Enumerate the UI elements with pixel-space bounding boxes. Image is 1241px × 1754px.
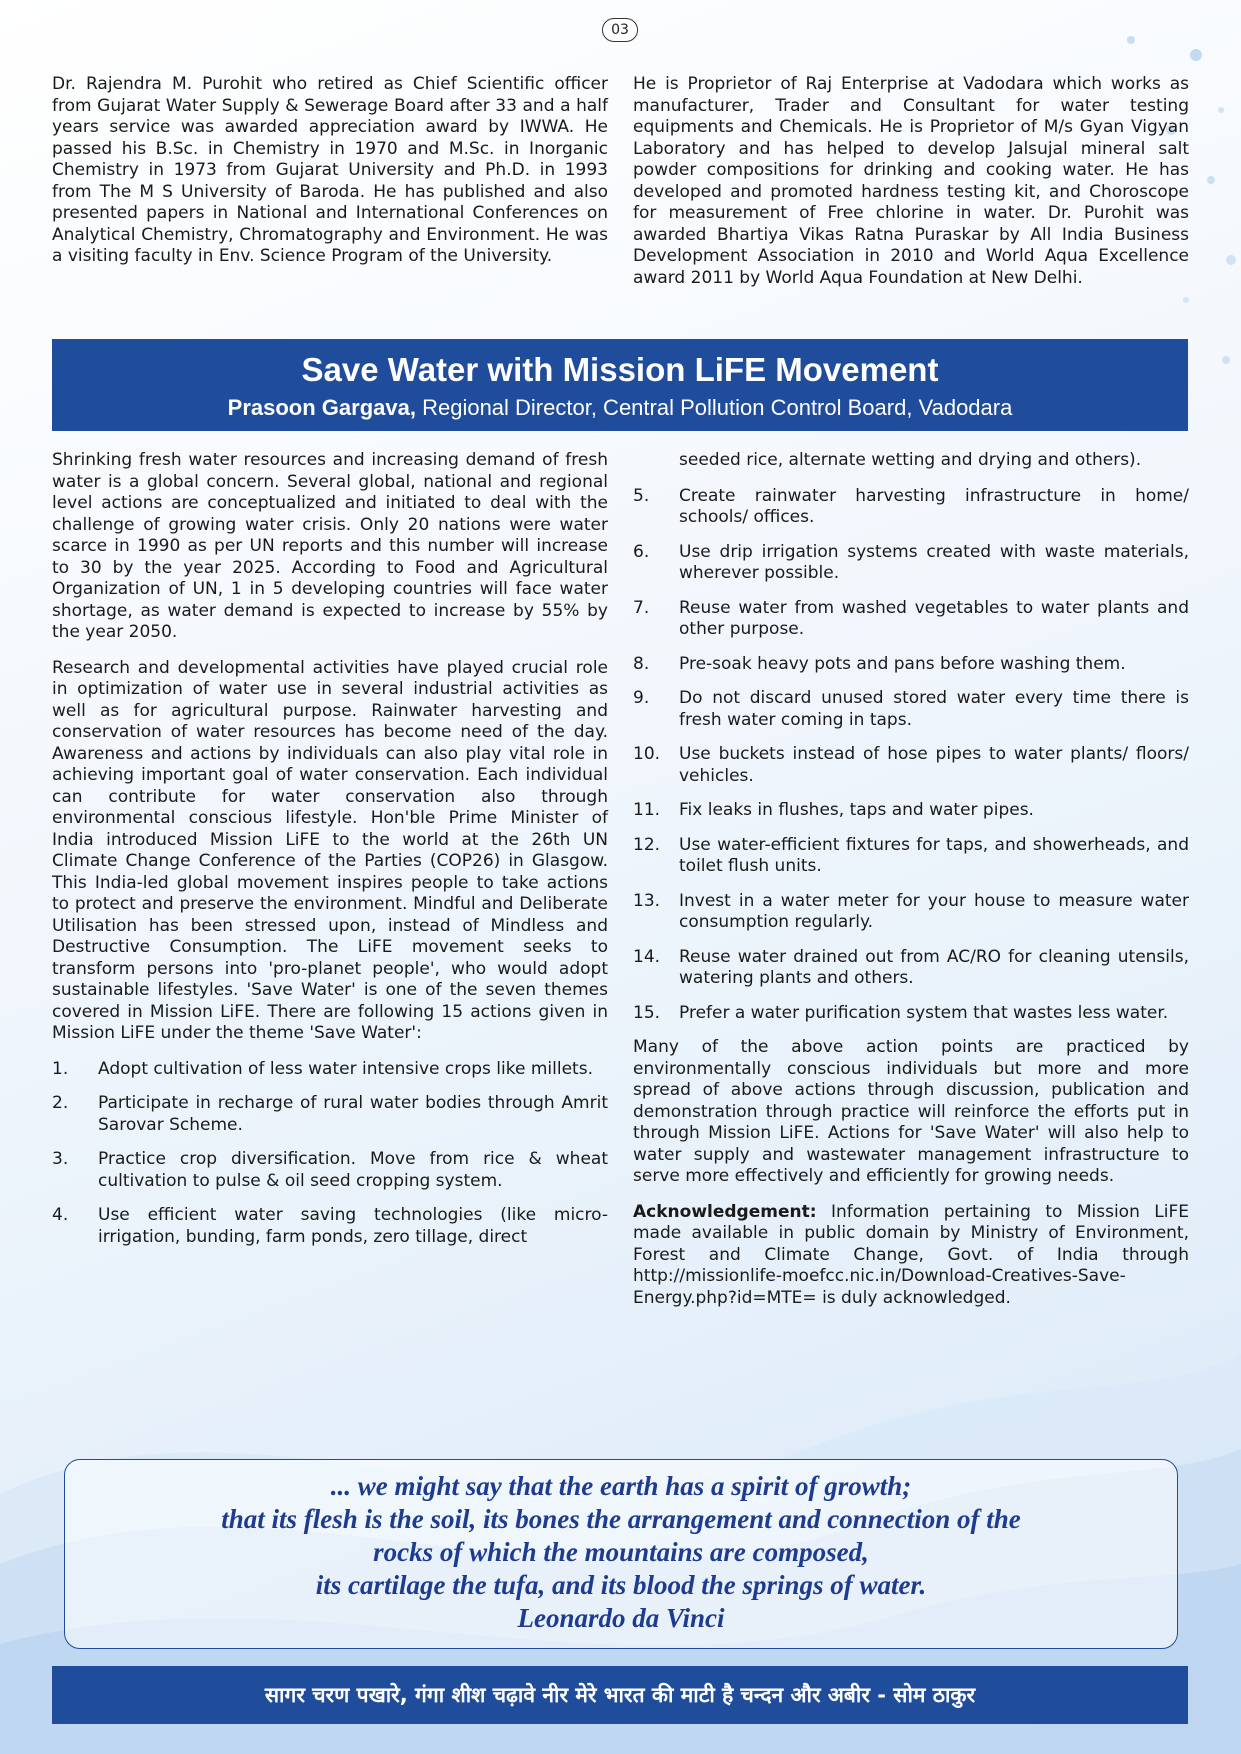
quote-lines xyxy=(65,1470,1177,1635)
list-item-number: 8. xyxy=(633,653,650,674)
list-item-number: 10. xyxy=(633,744,661,764)
list-item-number: 12. xyxy=(633,834,661,855)
list-item xyxy=(633,1003,1189,1025)
list-item xyxy=(52,1205,608,1248)
list-item-number: 9. xyxy=(633,688,650,708)
quote-line: ... we might say that the earth has a spirit of growth; xyxy=(330,1471,912,1501)
action-4-continued: seeded rice, alternate wetting and drying and others). xyxy=(679,450,1142,470)
list-item-number: 4. xyxy=(52,1205,69,1225)
list-item xyxy=(633,744,1189,787)
list-item-text: Do not discard unused stored water every time there is fresh water coming in taps. xyxy=(679,688,1189,730)
article-byline xyxy=(52,395,1188,421)
quote-box xyxy=(64,1459,1178,1649)
author-bio-left xyxy=(52,74,608,282)
article-title: Save Water with Mission LiFE Movement xyxy=(301,351,939,388)
list-item-number: 15. xyxy=(633,1002,661,1023)
list-item xyxy=(633,598,1189,641)
list-item xyxy=(633,654,1189,676)
quote-line: that its flesh is the soil, its bones the arrangement and connection of the xyxy=(221,1504,1021,1534)
quote-line: its cartilage the tufa, and its blood the springs of water. xyxy=(315,1570,927,1600)
list-item-text: Create rainwater harvesting infrastructure in home/ schools/ offices. xyxy=(679,485,1189,527)
list-item xyxy=(52,1093,608,1136)
list-item xyxy=(633,800,1189,822)
list-item xyxy=(633,486,1189,529)
list-item xyxy=(633,688,1189,731)
list-item-number: 6. xyxy=(633,541,650,562)
list-item-text: Reuse water drained out from AC/RO for cleaning utensils, watering plants and others. xyxy=(679,946,1189,988)
list-item-text: Use water-efficient fixtures for taps, and showerheads, and toilet flush units. xyxy=(679,834,1189,876)
actions-list-left xyxy=(52,1059,608,1249)
closing-paragraph: Many of the above action points are practiced by environmentally conscious individuals but more and more spread of above actions through discussion, publication and demonstration through practice will reinforce the efforts put in through Mission LiFE. Actions for 'Save Water' will also help to water supply and wastewater management infrastructure to serve more effectively and efficiently for growing needs. xyxy=(633,1037,1189,1186)
list-item-number: 5. xyxy=(633,485,650,506)
list-item-text: Reuse water from washed vegetables to water plants and other purpose. xyxy=(679,597,1189,639)
acknowledgement-label: Acknowledgement: xyxy=(633,1201,817,1222)
list-item xyxy=(633,542,1189,585)
list-item-text: Fix leaks in flushes, taps and water pipes. xyxy=(679,800,1034,820)
article-paragraph-2: Research and developmental activities have played crucial role in optimization of water use in several industrial activities as well as for agricultural purpose. Rainwater harvesting and conservation of water resources has become need of the day. Awareness and actions by individuals can also play vital role in achieving important goal of water conservation. Each individual can contribute for water conservation also through environmental conscious lifestyle. Hon'ble Prime Minister of India introduced Mission LiFE to the world at the 26th UN Climate Change Conference of the Parties (COP26) in Glasgow. This India-led global movement inspires people to take actions to protect and preserve the environment. Mindful and Deliberate Utilisation has been stressed upon, instead of Mindless and Destructive Consumption. The LiFE movement seeks to transform persons into 'pro-planet people', who would adopt sustainable lifestyles. 'Save Water' is one of the seven themes covered in Mission LiFE. There are following 15 actions given in Mission LiFE under the theme 'Save Water': xyxy=(52,657,608,1043)
quote-author: Leonardo da Vinci xyxy=(517,1603,725,1633)
list-item-text: Participate in recharge of rural water bodies through Amrit Sarovar Scheme. xyxy=(98,1093,608,1135)
bio-right-text: He is Proprietor of Raj Enterprise at Vadodara which works as manufacturer, Trader and Consultant for water testing equipments and Chemicals. He is Proprietor of M/s Gyan Vigyan Laboratory and has helped to develop Jalsujal mineral salt powder compositions for drinking and cooking water. He has developed and promoted hardness testing kit, and Choroscope for measurement of Free chlorine in water. Dr. Purohit was awarded Bhartiya Vikas Ratna Puraskar by All India Business Development Association in 2010 and World Aqua Excellence award 2011 by World Aqua Foundation at New Delhi. xyxy=(633,74,1189,288)
actions-list-right xyxy=(633,486,1189,1025)
list-item-text: Adopt cultivation of less water intensive crops like millets. xyxy=(98,1058,593,1079)
bio-left-text: Dr. Rajendra M. Purohit who retired as Chief Scientific officer from Gujarat Water Supply & Sewerage Board after 33 and a half years service was awarded appreciation award by IWWA. He passed his B.Sc. in Chemistry in 1970 and M.Sc. in Inorganic Chemistry in 1973 from Gujarat University and Ph.D. in 1993 from The M S University of Baroda. He has published and also presented papers in National and International Conferences on Analytical Chemistry, Chromatography and Environment. He was a visiting faculty in Env. Science Program of the University. xyxy=(52,74,608,266)
list-item-text: Use drip irrigation systems created with waste materials, wherever possible. xyxy=(679,541,1189,583)
list-item-number: 14. xyxy=(633,946,661,967)
acknowledgement-text: Information pertaining to Mission LiFE made available in public domain by Ministry of Environment, Forest and Climate Change, Govt. of India through http://missionlife-moefcc.nic.in/Download-Creatives-Save-Energy.php?id=MTE= is duly acknowledged. xyxy=(633,1201,1189,1308)
article-title-banner xyxy=(52,339,1188,431)
list-item xyxy=(633,947,1189,990)
author-bio-right xyxy=(633,74,1189,303)
footer-hindi-verse: सागर चरण पखारे, गंगा शीश चढ़ावे नीर मेरे भारत की माटी है चन्दन और अबीर - सोम ठाकुर xyxy=(52,1666,1188,1724)
list-item-text: Use efficient water saving technologies (like micro-irrigation, bunding, farm ponds, zero tillage, direct xyxy=(98,1205,608,1247)
list-item-text: Practice crop diversification. Move from rice & wheat cultivation to pulse & oil seed cropping system. xyxy=(98,1149,608,1191)
list-item xyxy=(52,1149,608,1192)
article-paragraph-1: Shrinking fresh water resources and increasing demand of fresh water is a global concern. Several global, national and regional level actions are conceptualized and initiated to deal with the challenge of growing water crisis. Only 20 nations were water scarce in 1990 as per UN reports and this number will increase to 30 by the year 2025. According to Food and Agricultural Organization of UN, 1 in 5 developing countries will face water shortage, as water demand is expected to increase by 55% by the year 2050. xyxy=(52,450,608,642)
list-item-number: 13. xyxy=(633,890,661,911)
list-item xyxy=(633,891,1189,934)
list-item xyxy=(633,835,1189,878)
list-item-text: Prefer a water purification system that wastes less water. xyxy=(679,1002,1169,1023)
list-item-number: 3. xyxy=(52,1149,69,1169)
acknowledgement xyxy=(633,1202,1189,1310)
author-name: Prasoon Gargava, xyxy=(227,395,416,420)
article-column-right xyxy=(633,450,1189,1323)
list-item xyxy=(52,1059,608,1081)
quote-line: rocks of which the mountains are composed, xyxy=(373,1537,869,1567)
list-item-number: 11. xyxy=(633,800,661,820)
list-item-text: Pre-soak heavy pots and pans before washing them. xyxy=(679,653,1126,674)
list-item-number: 7. xyxy=(633,597,650,618)
author-role: Regional Director, Central Pollution Control Board, Vadodara xyxy=(415,395,1013,420)
list-item-number: 1. xyxy=(52,1058,69,1079)
page-number: 03 xyxy=(602,18,638,42)
article-column-left xyxy=(52,450,608,1261)
list-item-text: Invest in a water meter for your house to measure water consumption regularly. xyxy=(679,890,1189,932)
list-item-text: Use buckets instead of hose pipes to water plants/ floors/ vehicles. xyxy=(679,744,1189,786)
list-item-number: 2. xyxy=(52,1093,69,1113)
